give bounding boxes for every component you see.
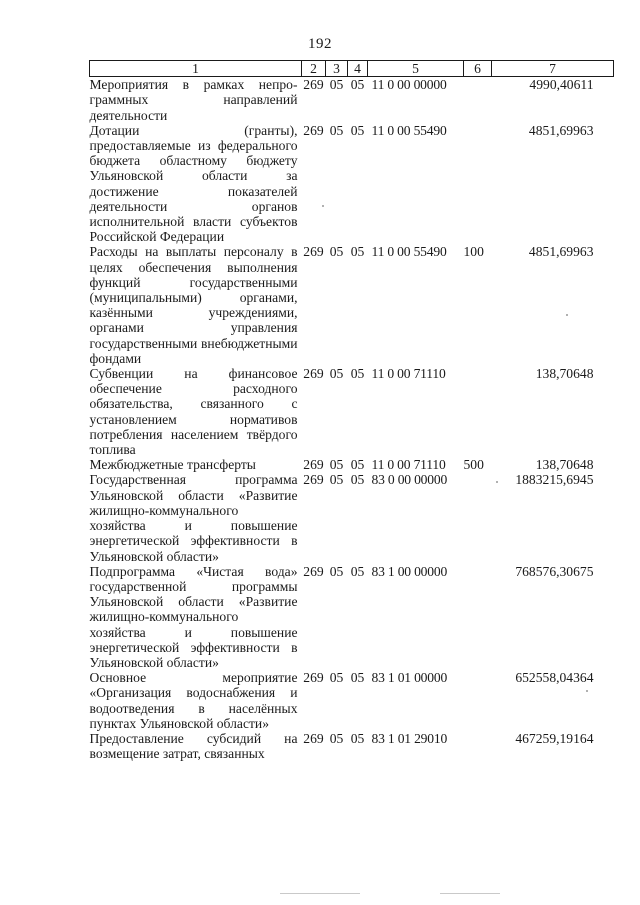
table-row bbox=[90, 77, 614, 123]
row-kcsr: 11 0 00 71110 bbox=[371, 457, 446, 473]
row-sum: 138,70648 bbox=[535, 366, 594, 382]
row-rz: 05 bbox=[329, 670, 344, 686]
row-vr bbox=[464, 77, 492, 123]
row-kcsr: 11 0 00 71110 bbox=[371, 366, 446, 382]
table-row bbox=[90, 366, 614, 457]
scan-speck bbox=[566, 314, 568, 316]
row-sum: 768576,30675 bbox=[515, 563, 594, 579]
row-vr: 500 bbox=[463, 457, 484, 473]
table-row bbox=[90, 244, 614, 366]
row-vr bbox=[464, 366, 492, 457]
row-pr: 05 bbox=[350, 122, 365, 138]
row-name: Мероприятия в рамках непрограммных направлений деятельности bbox=[89, 77, 298, 123]
row-kcsr: 11 0 00 55490 bbox=[371, 244, 447, 260]
scan-speck bbox=[586, 690, 588, 692]
row-name: Субвенции на финансовое обеспечение расходного обязательства, связанного с установлением нормативов потребления населением твёрдого топлива bbox=[89, 366, 298, 458]
header-col-3: 3 bbox=[326, 61, 348, 77]
row-rz: 05 bbox=[329, 457, 344, 473]
page-number: 192 bbox=[308, 36, 332, 52]
header-col-1: 1 bbox=[90, 61, 302, 77]
row-kcsr: 11 0 00 55490 bbox=[371, 122, 447, 138]
row-pr: 05 bbox=[350, 244, 365, 260]
row-kcsr: 11 0 00 00000 bbox=[371, 77, 447, 93]
row-vr bbox=[464, 670, 492, 731]
row-pr: 05 bbox=[350, 457, 365, 473]
table-row bbox=[90, 472, 614, 563]
row-sum: 4851,69963 bbox=[528, 122, 594, 138]
row-sum: 1883215,6945 bbox=[515, 472, 594, 488]
row-pr: 05 bbox=[350, 670, 365, 686]
row-kcsr: 83 1 00 00000 bbox=[371, 563, 448, 579]
budget-table bbox=[89, 60, 614, 761]
row-grbs: 269 bbox=[303, 122, 324, 138]
header-col-7: 7 bbox=[492, 61, 614, 77]
row-name: Расходы на выплаты персоналу в целях обеспечения выполнения функций государственными (муниципальными) органами, казёнными учреждениями, органами управления государственными внебюджетными фондами bbox=[89, 244, 298, 366]
row-grbs: 269 bbox=[303, 670, 324, 686]
row-rz: 05 bbox=[329, 244, 344, 260]
scan-streak bbox=[440, 893, 500, 894]
row-name: Подпрограмма «Чистая вода» государственной программы Ульяновской области «Развитие жилищно-коммунального хозяйства и повышение энергетической эффективности в Ульяновской области» bbox=[89, 563, 298, 670]
row-sum: 138,70648 bbox=[535, 457, 594, 473]
row-sum: 4851,69963 bbox=[528, 244, 594, 260]
row-grbs: 269 bbox=[303, 472, 324, 488]
row-name: Предоставление субсидий на возмещение затрат, связанных bbox=[89, 730, 298, 762]
row-vr bbox=[464, 472, 492, 563]
row-kcsr: 83 1 01 00000 bbox=[371, 670, 448, 686]
row-sum: 467259,19164 bbox=[515, 730, 594, 746]
scan-streak bbox=[280, 893, 360, 894]
table-body bbox=[90, 77, 614, 762]
table-header bbox=[90, 61, 614, 77]
header-col-2: 2 bbox=[302, 61, 326, 77]
row-grbs: 269 bbox=[303, 457, 324, 473]
row-vr bbox=[464, 564, 492, 670]
row-rz: 05 bbox=[329, 366, 344, 382]
row-sum: 4990,40611 bbox=[529, 77, 594, 93]
row-name: Государственная программа Ульяновской области «Развитие жилищно-коммунального хозяйства и повышение энергетической эффективности в Ульяновской области» bbox=[89, 472, 298, 564]
row-pr: 05 bbox=[350, 563, 365, 579]
row-kcsr: 83 0 00 00000 bbox=[371, 472, 448, 488]
scan-speck bbox=[496, 481, 498, 483]
row-name: Дотации (гранты), предоставляемые из федерального бюджета областному бюджету Ульяновской области за достижение показателей деятельности органов исполнительной власти субъектов Российской Федерации bbox=[89, 122, 298, 245]
row-pr: 05 bbox=[350, 77, 365, 93]
row-grbs: 269 bbox=[303, 366, 324, 382]
row-name: Основное мероприятие «Организация водоснабжения и водоотведения в населённых пунктах Ульяновской области» bbox=[89, 670, 298, 731]
row-grbs: 269 bbox=[303, 730, 324, 746]
row-name: Межбюджетные трансферты bbox=[89, 457, 256, 473]
row-pr: 05 bbox=[350, 730, 365, 746]
row-kcsr: 83 1 01 29010 bbox=[371, 730, 448, 746]
row-grbs: 269 bbox=[303, 563, 324, 579]
table-row bbox=[90, 457, 614, 472]
row-rz: 05 bbox=[329, 472, 344, 488]
row-pr: 05 bbox=[350, 472, 365, 488]
row-pr: 05 bbox=[350, 366, 365, 382]
row-grbs: 269 bbox=[303, 244, 324, 260]
row-vr bbox=[464, 731, 492, 761]
table-row bbox=[90, 670, 614, 731]
row-rz: 05 bbox=[329, 122, 344, 138]
row-rz: 05 bbox=[329, 563, 344, 579]
header-col-5: 5 bbox=[368, 61, 464, 77]
row-grbs: 269 bbox=[303, 77, 324, 93]
header-col-6: 6 bbox=[464, 61, 492, 77]
header-col-4: 4 bbox=[348, 61, 368, 77]
row-rz: 05 bbox=[329, 77, 344, 93]
row-sum: 652558,04364 bbox=[515, 670, 594, 686]
table-row bbox=[90, 123, 614, 245]
scan-speck bbox=[322, 205, 324, 207]
row-vr bbox=[464, 123, 492, 245]
table-row bbox=[90, 731, 614, 761]
row-rz: 05 bbox=[329, 730, 344, 746]
table-row bbox=[90, 564, 614, 670]
row-vr: 100 bbox=[463, 244, 484, 260]
